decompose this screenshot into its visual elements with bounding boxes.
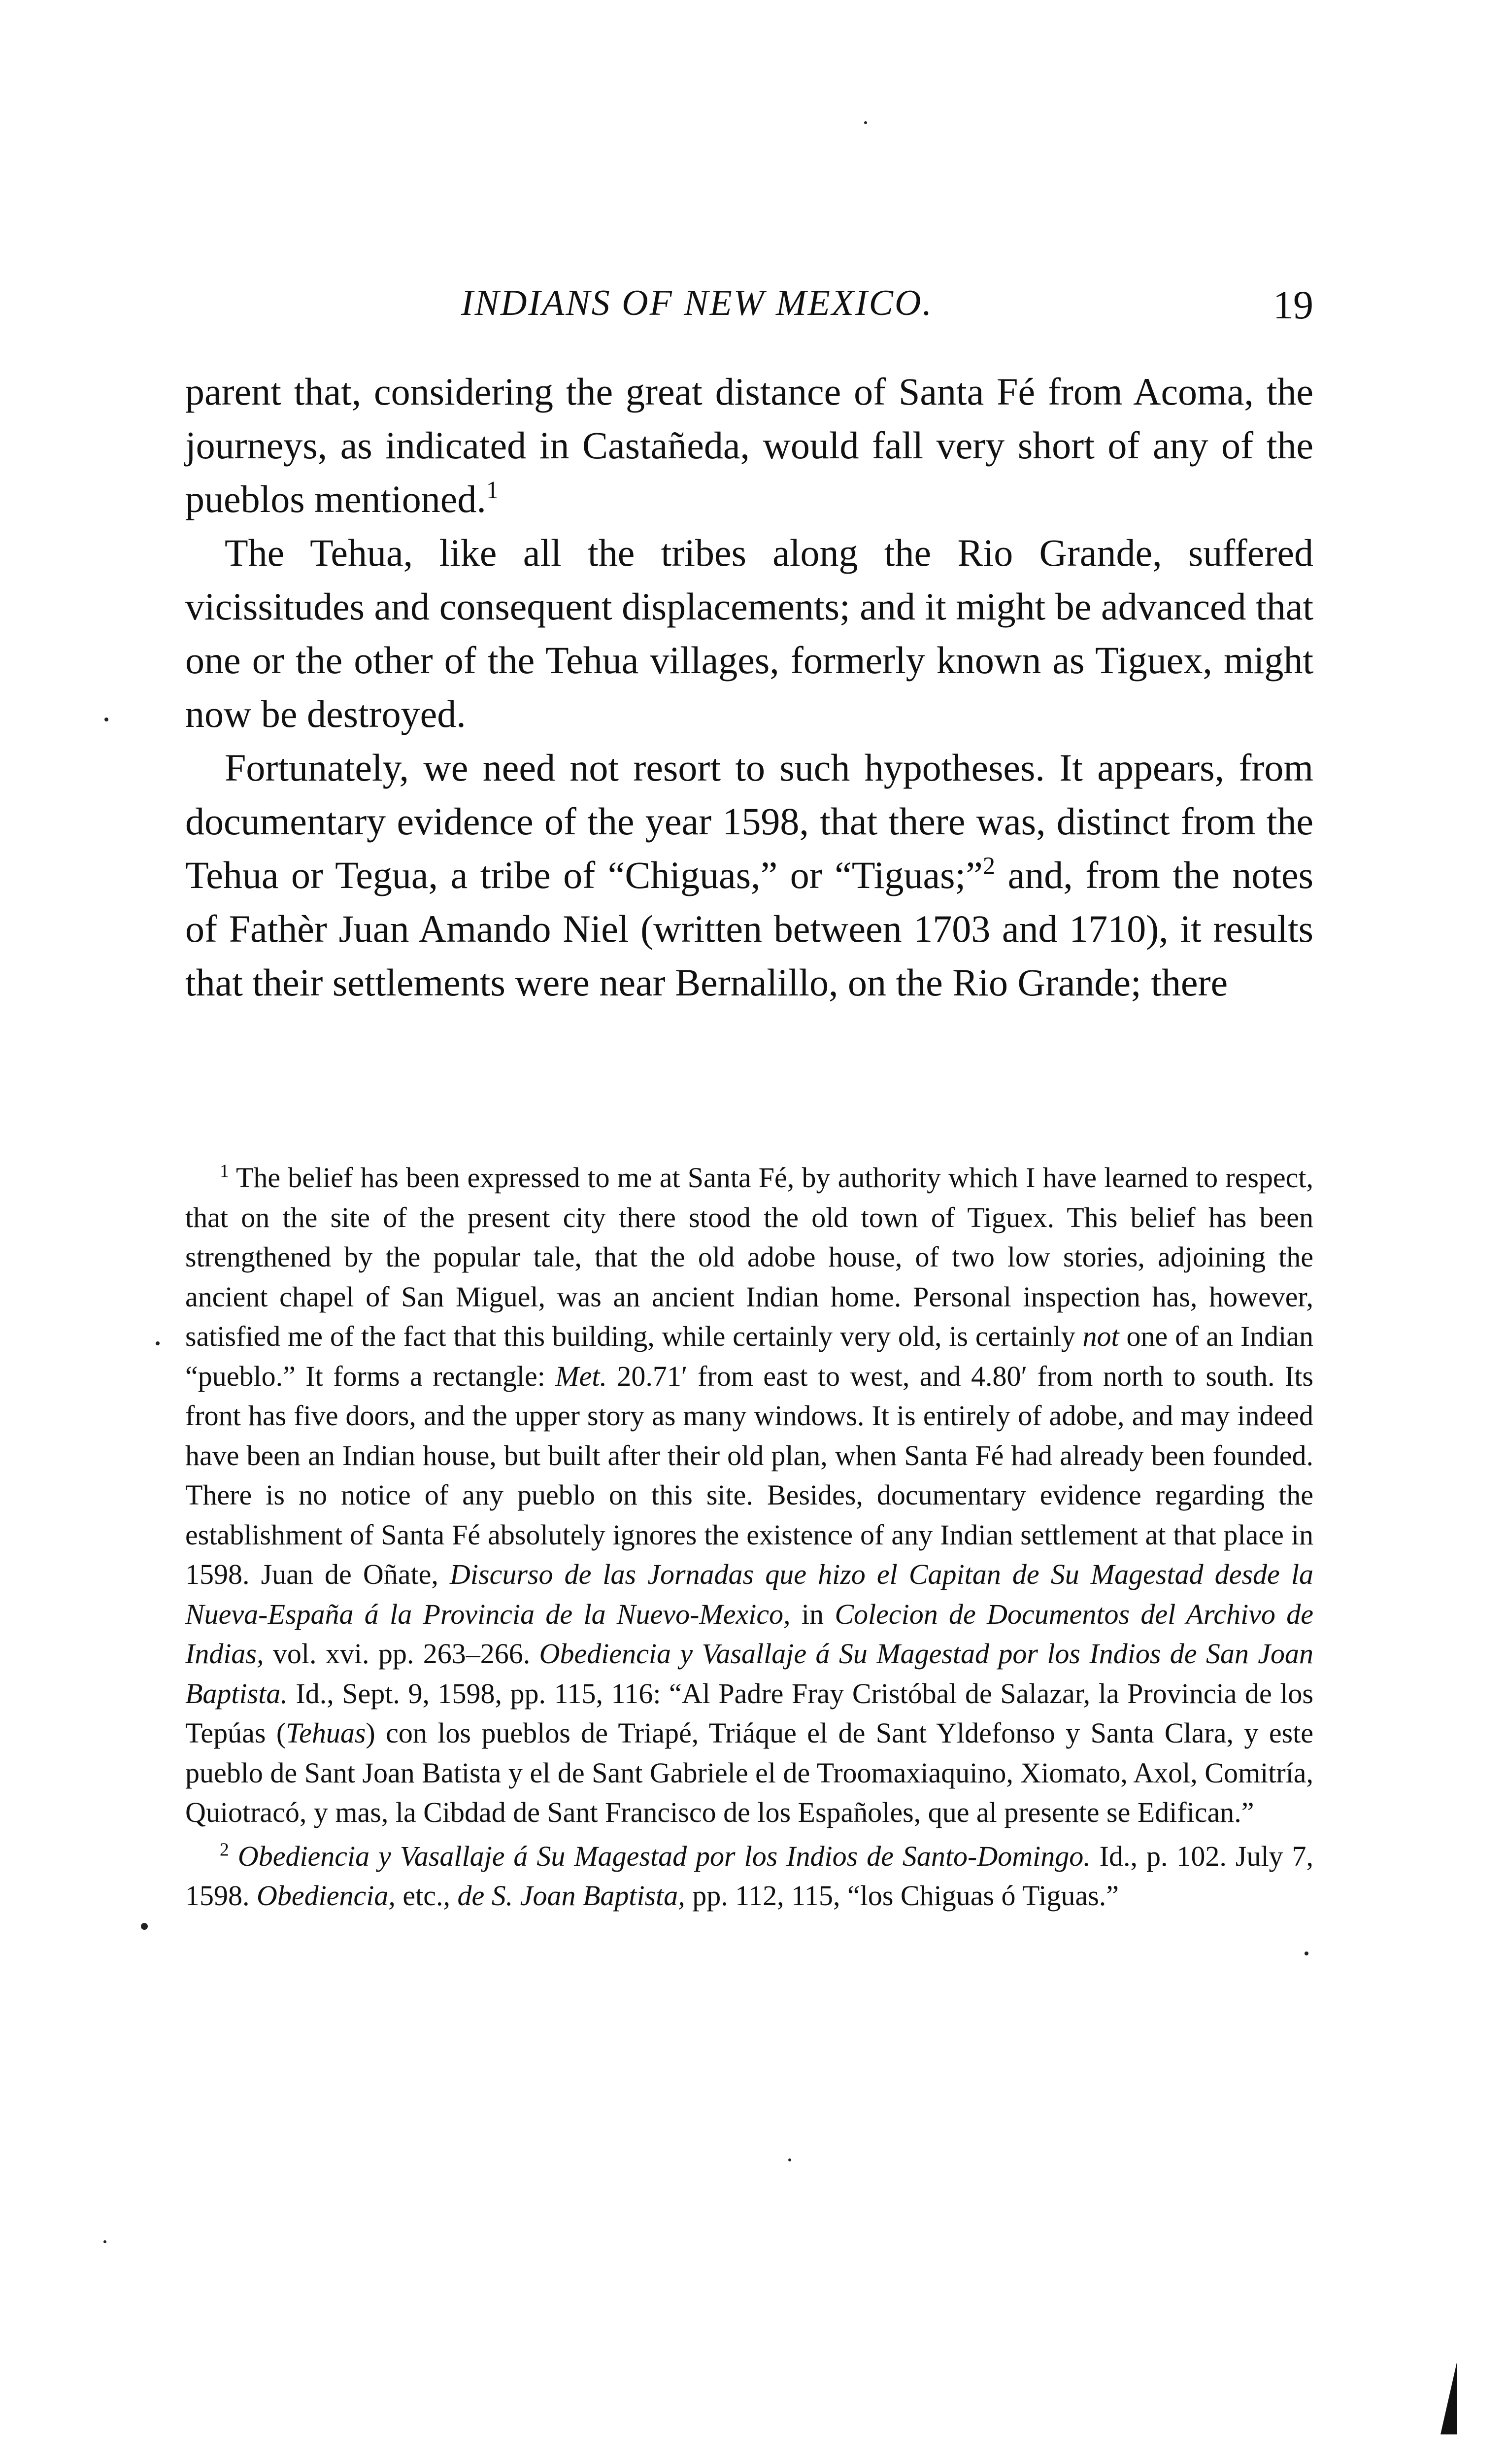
- scan-speck: [104, 718, 108, 721]
- paragraph-2: [185, 526, 1313, 741]
- footnote-segment: Obediencia y Vasallaje á Su Magestad por los Indios de Santo-Domingo.: [237, 1840, 1091, 1872]
- footnote-segment: The belief has been expressed to me at Santa Fé, by authority which I have learned to respect, that on the site of the present city there stood the old town of Tiguex. This belief has been strengthened by the popular tale, that the old adobe house, of two low stories, adjoining the ancient chapel of San Miguel, was an ancient Indian home. Personal inspection has, however, satisfied me of the fact that this building, while certainly very old, is certainly: [185, 1162, 1314, 1352]
- footnote-1-body: [185, 1162, 1313, 1828]
- footnote-segment: etc.,: [395, 1880, 458, 1912]
- running-title: INDIANS OF NEW MEXICO.: [461, 283, 933, 323]
- footnote-1: [185, 1158, 1313, 1833]
- scan-speck: [1305, 1951, 1308, 1955]
- footnote-ref-2: 2: [982, 852, 996, 880]
- footnote-segment: Id., p. 102. July 7, 1598.: [185, 1840, 1314, 1912]
- page-edge-mark: [1440, 2361, 1457, 2434]
- scan-speck: [156, 1341, 160, 1345]
- scan-speck: [788, 2158, 791, 2161]
- footnote-2-body: [185, 1840, 1313, 1912]
- paragraph-3: [185, 741, 1313, 1009]
- main-text: [185, 365, 1313, 1009]
- footnote-segment: 20.71′ from east to west, and 4.80′ from north to south. Its front has five doors, and the upper story as many windows. It is entirely of adobe, and may indeed have been an Indian house, but built after their old plan, when Santa Fé had already been founded. There is no notice of any pueblo on this site. Besides, documentary evidence regarding the establishment of Santa Fé absolutely ignores the existence of any Indian settlement at that place in 1598. Juan de Oñate,: [185, 1360, 1313, 1590]
- footnote-segment: de S. Joan Baptista,: [457, 1880, 685, 1912]
- paragraph-2-text: The Tehua, like all the tribes along the Rio Grande, suffered vicissitudes and consequent displacements; and it might be advanced that one or the other of the Tehua villages, formerly known as Tiguex, might now be destroyed.: [185, 531, 1313, 735]
- footnote-2: [185, 1837, 1313, 1916]
- footnotes: [185, 1158, 1313, 1920]
- footnote-segment: Obediencia y Vasallaje á Su Magestad por los Indios de San Joan Baptista.: [185, 1638, 1314, 1710]
- footnote-segment: Tehuas: [286, 1717, 366, 1749]
- footnote-segment: not: [1082, 1320, 1119, 1352]
- footnote-segment: Discurso de las Jornadas que hizo el Capitan de Su Magestad desde la Nueva-España á la Provincia de la Nuevo-Mexico,: [185, 1558, 1313, 1630]
- scan-speck: [103, 2240, 106, 2243]
- footnote-segment: Colecion de Documentos del Archivo de Indias,: [185, 1598, 1313, 1670]
- footnote-segment: Met.: [555, 1360, 607, 1392]
- footnote-1-marker: 1: [220, 1161, 229, 1182]
- scan-speck: [864, 121, 867, 124]
- paragraph-1-text: parent that, considering the great distance of Santa Fé from Acoma, the journeys, as indicated in Castañeda, would fall very short of any of the pueblos mentioned.: [185, 370, 1313, 520]
- footnote-segment: Id., Sept. 9, 1598, pp. 115, 116: “Al Padre Fray Cristóbal de Salazar, la Provincia de los Tepúas (: [185, 1677, 1313, 1749]
- page-header: [185, 276, 1313, 330]
- footnote-segment: ) con los pueblos de Triapé, Triáque el de Sant Yldefonso y Santa Clara, y este pueblo de Sant Joan Batista y el de Sant Gabriele el de Troomaxiaquino, Xiomato, Axol, Comitría, Quiotracó, y mas, la Cibdad de Sant Francisco de los Españoles, que al presente se Edifican.”: [185, 1717, 1313, 1828]
- footnote-segment: pp. 112, 115, “los Chiguas ó Tiguas.”: [685, 1880, 1119, 1912]
- footnote-2-marker: 2: [220, 1839, 229, 1860]
- footnote-ref-1: 1: [486, 476, 499, 504]
- footnote-segment: in: [790, 1598, 835, 1630]
- paragraph-3-text-b: and, from the notes of Fathèr Juan Amando Niel (written between 1703 and 1710), it results that their settlements were near Bernalillo, on the Rio Grande; there: [185, 854, 1313, 1004]
- paragraph-3-text-a: Fortunately, we need not resort to such hypotheses. It appears, from documentary evidence of the year 1598, that there was, distinct from the Tehua or Tegua, a tribe of “Chiguas,” or “Tiguas;”: [185, 746, 1313, 896]
- scan-speck: [141, 1923, 148, 1930]
- footnote-segment: one of an Indian “pueblo.” It forms a rectangle:: [185, 1320, 1313, 1392]
- footnote-segment: Obediencia,: [257, 1880, 396, 1912]
- footnote-segment: vol. xvi. pp. 263–266.: [264, 1638, 539, 1670]
- page-number: 19: [1273, 282, 1313, 327]
- paragraph-1: [185, 365, 1313, 526]
